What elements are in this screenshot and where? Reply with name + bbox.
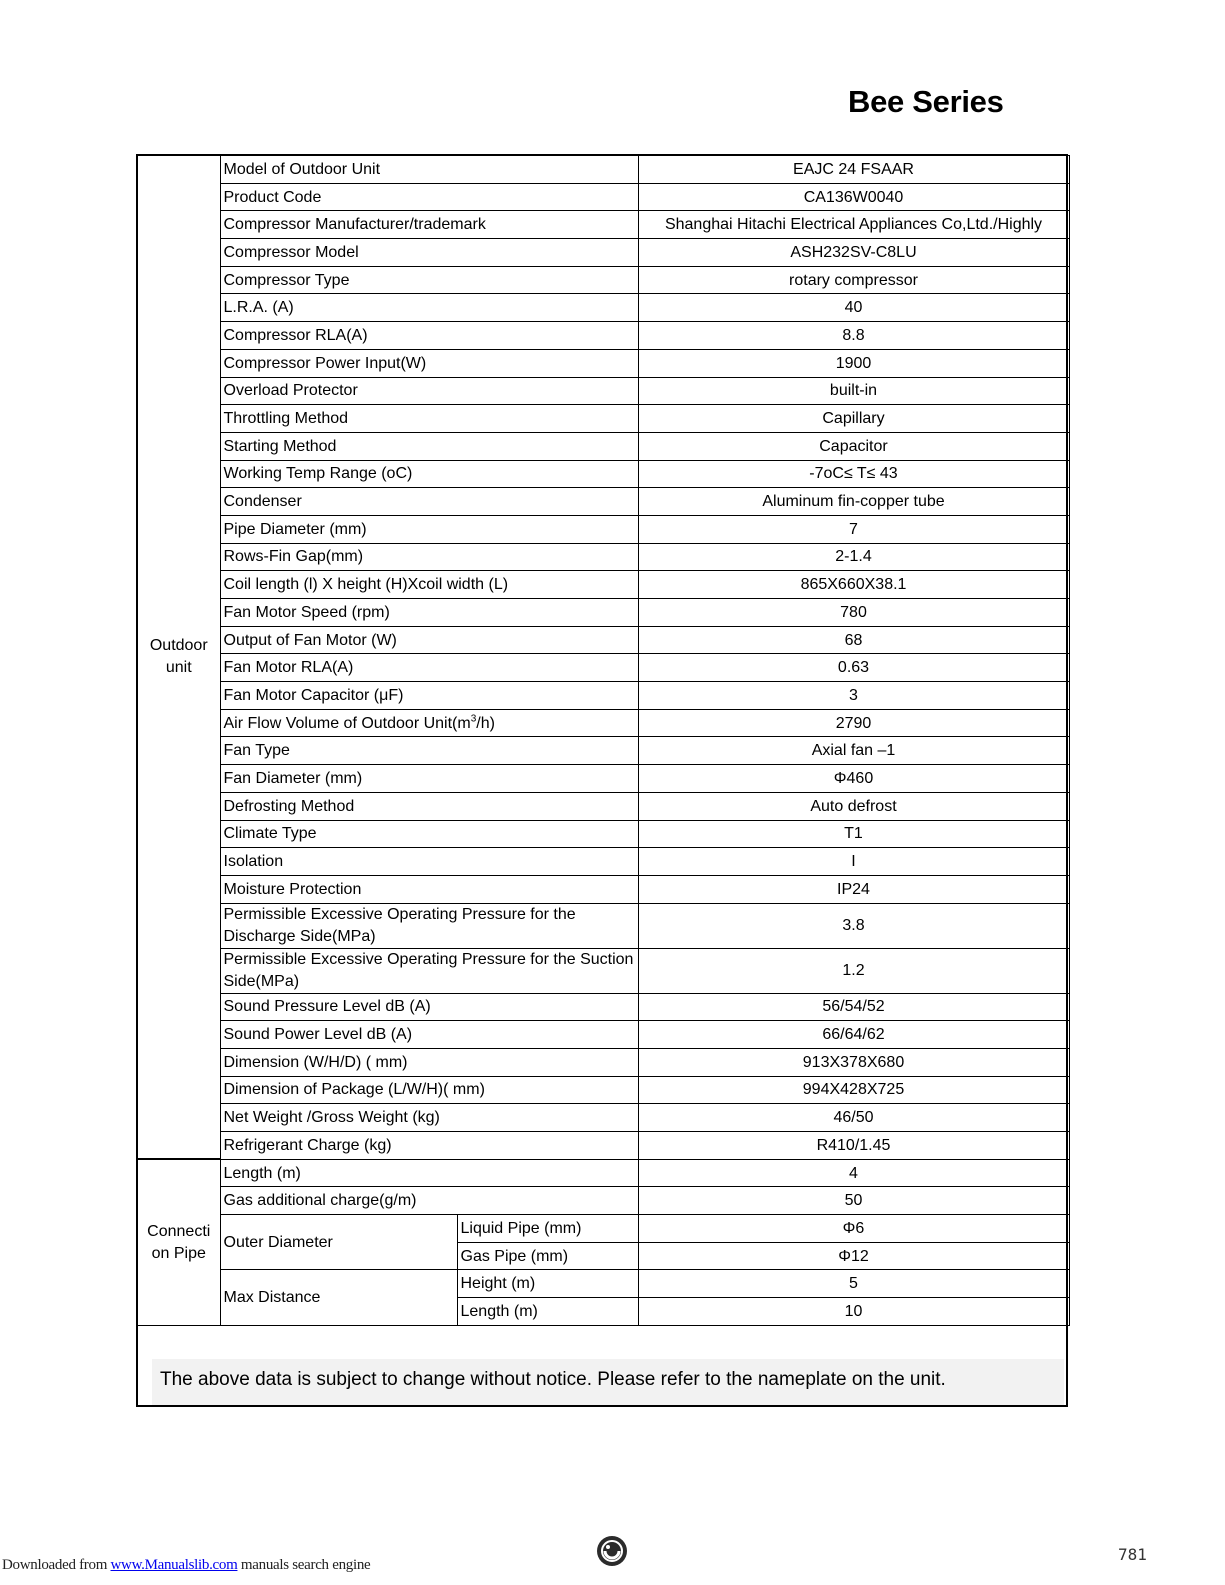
manualslib-logo-icon — [596, 1535, 628, 1567]
spec-value: CA136W0040 — [638, 183, 1069, 211]
spec-row — [137, 848, 1069, 876]
spec-row — [137, 1104, 1069, 1132]
spec-label: Pipe Diameter (mm) — [220, 515, 638, 543]
spec-label: L.R.A. (A) — [220, 294, 638, 322]
spec-value: built-in — [638, 377, 1069, 405]
spec-sublabel: Height (m) — [457, 1270, 638, 1298]
spec-value: -7oC≤ T≤ 43 — [638, 460, 1069, 488]
spec-value: 2790 — [638, 709, 1069, 737]
spec-row — [137, 903, 1069, 948]
spec-value: 1.2 — [638, 948, 1069, 993]
spec-value: 3 — [638, 682, 1069, 710]
spec-value: 8.8 — [638, 322, 1069, 350]
spec-label-sup: 3 — [470, 713, 477, 725]
spec-label: Fan Motor Capacitor (μF) — [220, 682, 638, 710]
spec-row — [137, 460, 1069, 488]
spec-label: Throttling Method — [220, 405, 638, 433]
spec-row — [137, 405, 1069, 433]
spec-value: 3.8 — [638, 903, 1069, 948]
spec-row — [137, 266, 1069, 294]
spec-value: 865X660X38.1 — [638, 571, 1069, 599]
spec-value: 46/50 — [638, 1104, 1069, 1132]
spec-label: Fan Motor Speed (rpm) — [220, 599, 638, 627]
spec-row — [137, 1076, 1069, 1104]
spec-label: Compressor Manufacturer/trademark — [220, 211, 638, 239]
group-label-outdoor-unit: Outdoor unit — [137, 156, 220, 1160]
spec-row — [137, 993, 1069, 1021]
spec-row — [137, 1270, 1069, 1298]
spec-label-tail: /h) — [476, 714, 495, 732]
spec-label: Refrigerant Charge (kg) — [220, 1132, 638, 1160]
spec-value: 4 — [638, 1159, 1069, 1187]
spec-label: Outer Diameter — [220, 1215, 457, 1270]
spec-row — [137, 571, 1069, 599]
spec-row — [137, 654, 1069, 682]
spec-label: Compressor RLA(A) — [220, 322, 638, 350]
footer-prefix: Downloaded from — [2, 1557, 111, 1573]
spec-label: Sound Power Level dB (A) — [220, 1021, 638, 1049]
spec-value: Φ6 — [638, 1215, 1069, 1243]
spec-label: Dimension of Package (L/W/H)( mm) — [220, 1076, 638, 1104]
spec-row — [137, 599, 1069, 627]
spec-value: Axial fan –1 — [638, 737, 1069, 765]
spec-label: Permissible Excessive Operating Pressure for the Discharge Side(MPa) — [220, 903, 638, 948]
spec-row — [137, 948, 1069, 993]
spec-value: IP24 — [638, 875, 1069, 903]
spec-label: Moisture Protection — [220, 875, 638, 903]
spec-label: Dimension (W/H/D) ( mm) — [220, 1048, 638, 1076]
spec-row — [137, 765, 1069, 793]
spec-value: 66/64/62 — [638, 1021, 1069, 1049]
spec-value: 7 — [638, 515, 1069, 543]
spec-value: 50 — [638, 1187, 1069, 1215]
spec-value: 10 — [638, 1298, 1069, 1326]
spec-value: 0.63 — [638, 654, 1069, 682]
spec-row — [137, 488, 1069, 516]
spec-row — [137, 626, 1069, 654]
spec-row — [137, 377, 1069, 405]
spec-row — [137, 156, 1069, 184]
spec-row — [137, 875, 1069, 903]
spec-label: Net Weight /Gross Weight (kg) — [220, 1104, 638, 1132]
spec-value: Aluminum fin-copper tube — [638, 488, 1069, 516]
spec-value: Φ12 — [638, 1242, 1069, 1270]
spec-label — [220, 709, 638, 737]
spec-label: Rows-Fin Gap(mm) — [220, 543, 638, 571]
spec-value: 1900 — [638, 349, 1069, 377]
spec-value: R410/1.45 — [638, 1132, 1069, 1160]
spec-value: 40 — [638, 294, 1069, 322]
spec-row — [137, 1021, 1069, 1049]
spec-label: Starting Method — [220, 432, 638, 460]
spec-label: Permissible Excessive Operating Pressure for the Suction Side(MPa) — [220, 948, 638, 993]
spec-label: Max Distance — [220, 1270, 457, 1325]
spec-row — [137, 682, 1069, 710]
spec-label: Fan Type — [220, 737, 638, 765]
spec-row — [137, 792, 1069, 820]
spec-label: Isolation — [220, 848, 638, 876]
spec-row — [137, 322, 1069, 350]
spec-value: EAJC 24 FSAAR — [638, 156, 1069, 184]
spec-label: Model of Outdoor Unit — [220, 156, 638, 184]
spec-label-text: Air Flow Volume of Outdoor Unit(m — [223, 714, 471, 732]
spec-label: Length (m) — [220, 1159, 638, 1187]
spec-label: Climate Type — [220, 820, 638, 848]
spec-value: Φ460 — [638, 765, 1069, 793]
series-title: Bee Series — [848, 84, 1004, 119]
spec-value: Capillary — [638, 405, 1069, 433]
spec-row — [137, 1215, 1069, 1243]
spec-value: T1 — [638, 820, 1069, 848]
spec-value: 68 — [638, 626, 1069, 654]
spec-row — [137, 294, 1069, 322]
spec-row — [137, 349, 1069, 377]
spec-label: Compressor Model — [220, 239, 638, 267]
page-number: 781 — [1118, 1545, 1147, 1564]
spec-row — [137, 211, 1069, 239]
spec-row — [137, 737, 1069, 765]
spec-row — [137, 1048, 1069, 1076]
spec-label: Sound Pressure Level dB (A) — [220, 993, 638, 1021]
spec-value: 913X378X680 — [638, 1048, 1069, 1076]
spec-row — [137, 709, 1069, 737]
spec-label: Condenser — [220, 488, 638, 516]
spec-value: 56/54/52 — [638, 993, 1069, 1021]
spec-row — [137, 515, 1069, 543]
download-footer — [2, 1557, 370, 1574]
spec-label: Fan Motor RLA(A) — [220, 654, 638, 682]
spec-sublabel: Gas Pipe (mm) — [457, 1242, 638, 1270]
spec-label: Defrosting Method — [220, 792, 638, 820]
notice-text: The above data is subject to change without notice. Please refer to the nameplate on the unit. — [160, 1369, 946, 1390]
spec-label: Output of Fan Motor (W) — [220, 626, 638, 654]
spec-row — [137, 239, 1069, 267]
spec-label: Overload Protector — [220, 377, 638, 405]
spec-sublabel: Liquid Pipe (mm) — [457, 1215, 638, 1243]
spec-row — [137, 543, 1069, 571]
spec-value: ASH232SV-C8LU — [638, 239, 1069, 267]
group-label-connection-pipe: Connecti on Pipe — [137, 1159, 220, 1325]
spec-value: 994X428X725 — [638, 1076, 1069, 1104]
footer-suffix: manuals search engine — [237, 1557, 371, 1573]
spec-label: Gas additional charge(g/m) — [220, 1187, 638, 1215]
spec-value: Auto defrost — [638, 792, 1069, 820]
spec-label: Compressor Type — [220, 266, 638, 294]
spec-label: Coil length (l) X height (H)Xcoil width (L) — [220, 571, 638, 599]
spec-sublabel: Length (m) — [457, 1298, 638, 1326]
spec-row — [137, 432, 1069, 460]
spec-value: 5 — [638, 1270, 1069, 1298]
spec-value: rotary compressor — [638, 266, 1069, 294]
spec-table — [136, 155, 1070, 1326]
manualslib-link[interactable]: www.Manualslib.com — [110, 1557, 238, 1573]
spec-row — [137, 1132, 1069, 1160]
spec-row — [137, 183, 1069, 211]
spec-label: Compressor Power Input(W) — [220, 349, 638, 377]
spec-value: Capacitor — [638, 432, 1069, 460]
spec-value: I — [638, 848, 1069, 876]
spec-label: Working Temp Range (oC) — [220, 460, 638, 488]
spec-value: 2-1.4 — [638, 543, 1069, 571]
spec-label: Fan Diameter (mm) — [220, 765, 638, 793]
spec-row — [137, 1187, 1069, 1215]
spec-row — [137, 1159, 1069, 1187]
spec-label: Product Code — [220, 183, 638, 211]
spec-row — [137, 820, 1069, 848]
spec-value: Shanghai Hitachi Electrical Appliances Co,Ltd./Highly — [638, 211, 1069, 239]
spec-value: 780 — [638, 599, 1069, 627]
